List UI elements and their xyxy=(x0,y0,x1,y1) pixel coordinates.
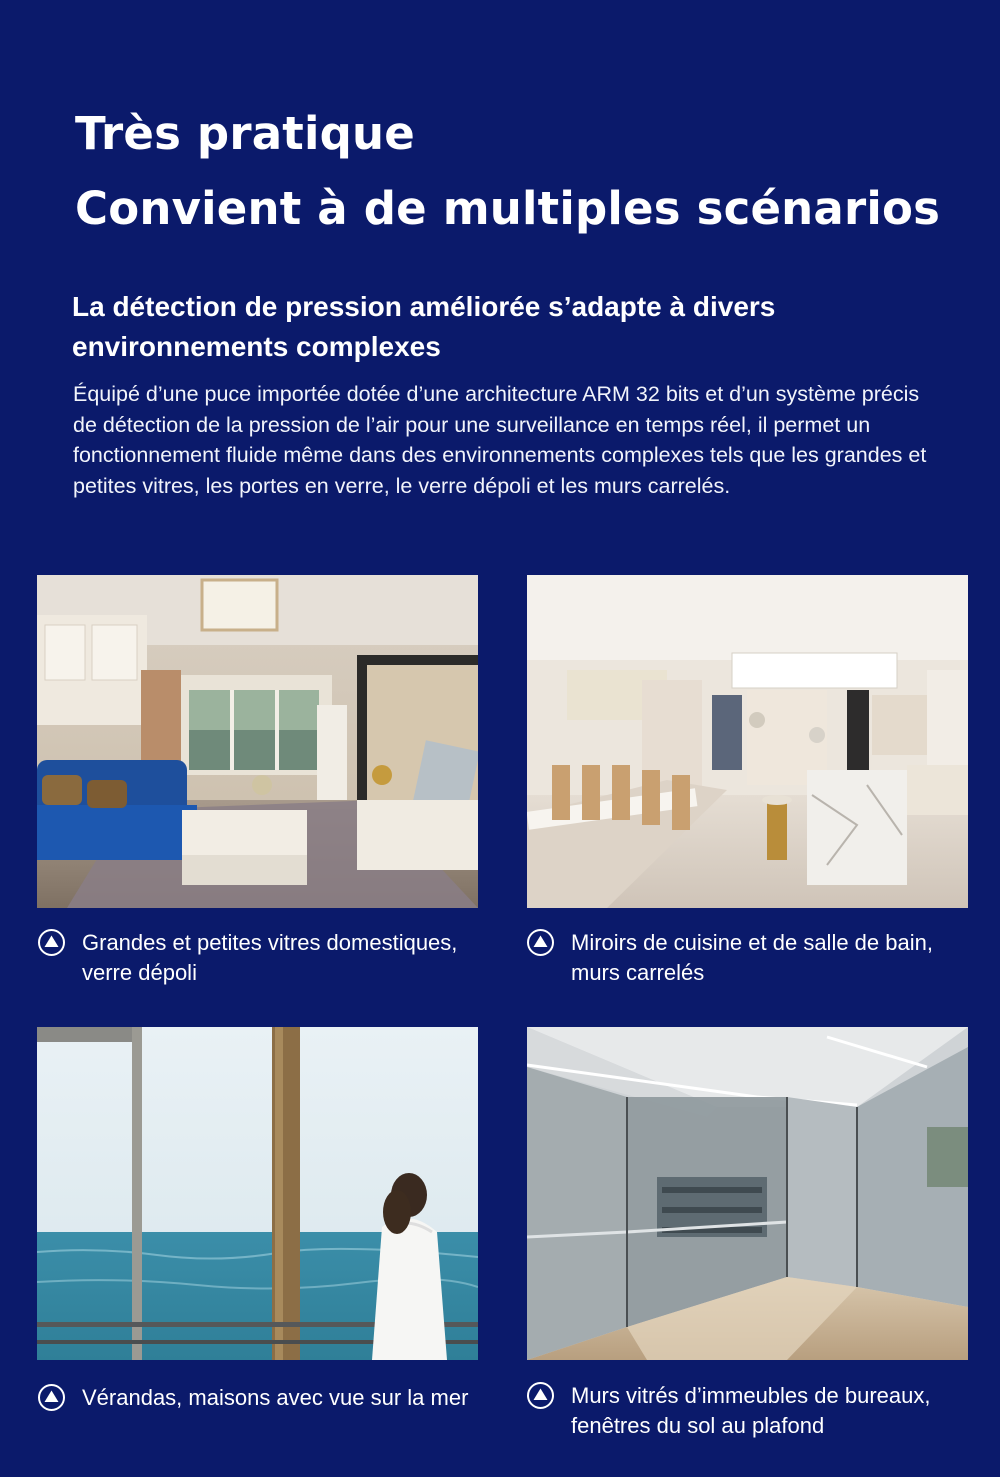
scenario-caption-office-glass xyxy=(526,1381,966,1441)
living-room-photo xyxy=(37,575,478,908)
scenario-caption-text: Murs vitrés d’immeubles de bureaux, fenêtres du sol au plafond xyxy=(571,1383,931,1438)
scenario-caption-home-glass xyxy=(37,928,477,988)
section-subtitle: La détection de pression améliorée s’adapte à divers environnements complexes xyxy=(72,291,776,362)
office-glass-photo xyxy=(527,1027,968,1360)
page-title-line-2: Convient à de multiples scénarios xyxy=(75,182,941,235)
triangle-up-circle-icon xyxy=(526,1381,555,1410)
section-description: Équipé d’une puce importée dotée d’une architecture ARM 32 bits et d’un système précis de détection de la pression de l’air pour une surveillance en temps réel, il permet un fonctionnement fluide même dans des environnements complexes tels que les grandes et petites vitres, les portes en verre, le verre dépoli et les murs carrelés. xyxy=(73,382,927,498)
scenario-caption-text: Vérandas, maisons avec vue sur la mer xyxy=(82,1385,469,1410)
scenario-caption-sea-view xyxy=(37,1383,477,1413)
triangle-up-circle-icon xyxy=(526,928,555,957)
triangle-up-circle-icon xyxy=(37,928,66,957)
page-title-line-1: Très pratique xyxy=(75,107,415,160)
triangle-up-circle-icon xyxy=(37,1383,66,1412)
scenario-caption-text: Grandes et petites vitres domestiques, verre dépoli xyxy=(82,930,458,985)
kitchen-photo xyxy=(527,575,968,908)
sea-view-photo xyxy=(37,1027,478,1360)
scenario-caption-kitchen-bathroom xyxy=(526,928,966,988)
scenario-caption-text: Miroirs de cuisine et de salle de bain, murs carrelés xyxy=(571,930,933,985)
